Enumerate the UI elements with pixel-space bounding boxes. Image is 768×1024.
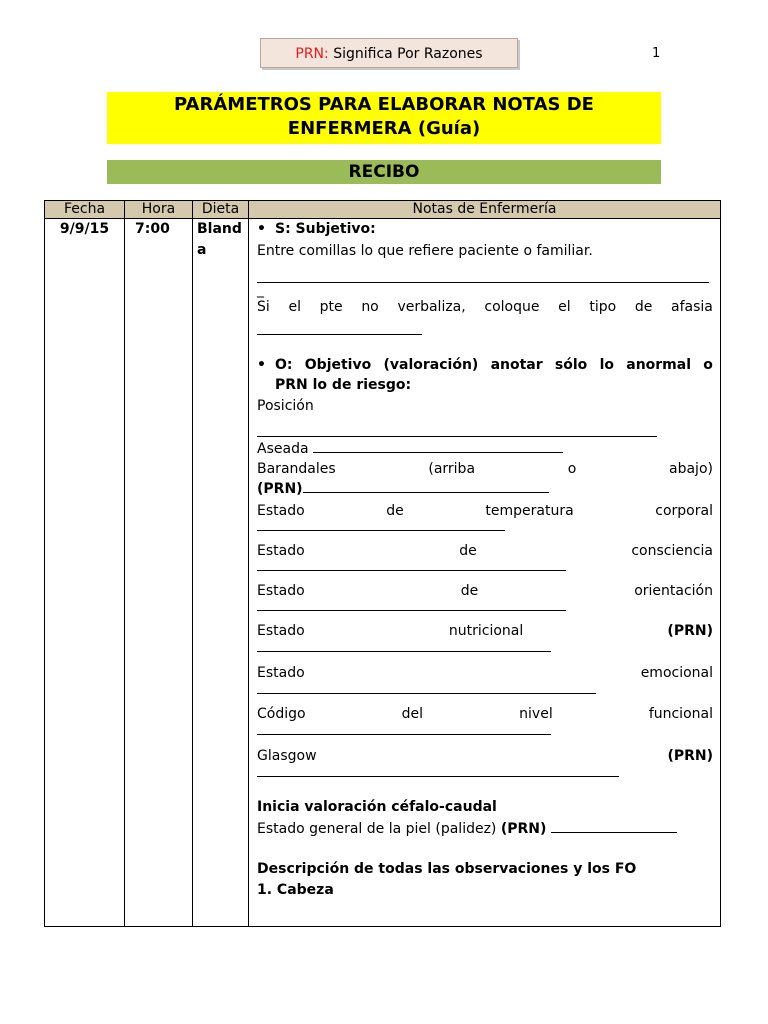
subjective-dash: _	[257, 282, 264, 298]
blank-line	[313, 440, 563, 453]
cell-hora: 7:00	[125, 219, 193, 927]
cell-dieta	[193, 219, 249, 927]
blank-line	[551, 820, 677, 833]
blank-line	[257, 333, 422, 335]
title-line-1: PARÁMETROS PARA ELABORAR NOTAS DE	[174, 94, 594, 115]
table-header-row	[45, 201, 721, 219]
cabeza-item: 1. Cabeza	[257, 882, 334, 898]
subjective-text: Entre comillas lo que refiere paciente o familiar.	[257, 243, 593, 259]
prn-definition-box	[260, 38, 518, 68]
cell-notas	[249, 219, 721, 927]
afasia-line: Si el pte no verbaliza, coloque el tipo de afasia	[257, 299, 713, 315]
nursing-notes-table	[44, 200, 721, 927]
blank-line	[257, 775, 619, 777]
temperatura-line: Estado de temperatura corporal	[257, 503, 713, 519]
header-notas: Notas de Enfermería	[249, 201, 721, 219]
glasgow-line: Glasgow (PRN)	[257, 748, 713, 764]
barandales-prn: (PRN)	[257, 479, 713, 499]
aseada-line: Aseada	[257, 439, 713, 459]
barandales-line: Barandales (arriba o abajo)	[257, 461, 713, 477]
blank-line	[257, 692, 596, 694]
page-number: 1	[652, 46, 661, 61]
codigo-line: Código del nivel funcional	[257, 706, 713, 722]
blank-line	[257, 650, 551, 652]
header-hora: Hora	[125, 201, 193, 219]
descripcion-heading: Descripción de todas las observaciones y los FO	[257, 861, 637, 877]
emocional-line: Estado emocional	[257, 665, 713, 681]
dieta-line-2: a	[197, 242, 207, 258]
prn-key: PRN:	[295, 46, 329, 62]
prn-text: Significa Por Razones	[333, 46, 483, 62]
consciencia-line: Estado de consciencia	[257, 543, 713, 559]
header-fecha: Fecha	[45, 201, 125, 219]
blank-line	[257, 435, 657, 437]
header-dieta: Dieta	[193, 201, 249, 219]
title-line-2: ENFERMERA (Guía)	[287, 118, 481, 139]
blank-line	[303, 480, 549, 493]
orientacion-line: Estado de orientación	[257, 583, 713, 599]
section-heading: RECIBO	[107, 160, 661, 184]
subjective-heading: • S: Subjetivo:	[257, 219, 713, 239]
blank-line	[257, 529, 505, 531]
blank-line	[257, 569, 566, 571]
page-title	[107, 92, 661, 144]
posicion-label: Posición	[257, 398, 314, 414]
table-row	[45, 219, 721, 927]
piel-line: Estado general de la piel (palidez) (PRN)	[257, 819, 713, 839]
nutricional-line: Estado nutricional (PRN)	[257, 623, 713, 639]
blank-line	[257, 733, 551, 735]
objective-heading: • O: Objetivo (valoración) anotar sólo lo anormal o PRN lo de riesgo:	[257, 355, 713, 395]
cell-fecha: 9/9/15	[45, 219, 125, 927]
cefalo-caudal-heading: Inicia valoración céfalo-caudal	[257, 799, 497, 815]
dieta-line-1: Bland	[197, 221, 242, 237]
blank-line	[257, 609, 566, 611]
